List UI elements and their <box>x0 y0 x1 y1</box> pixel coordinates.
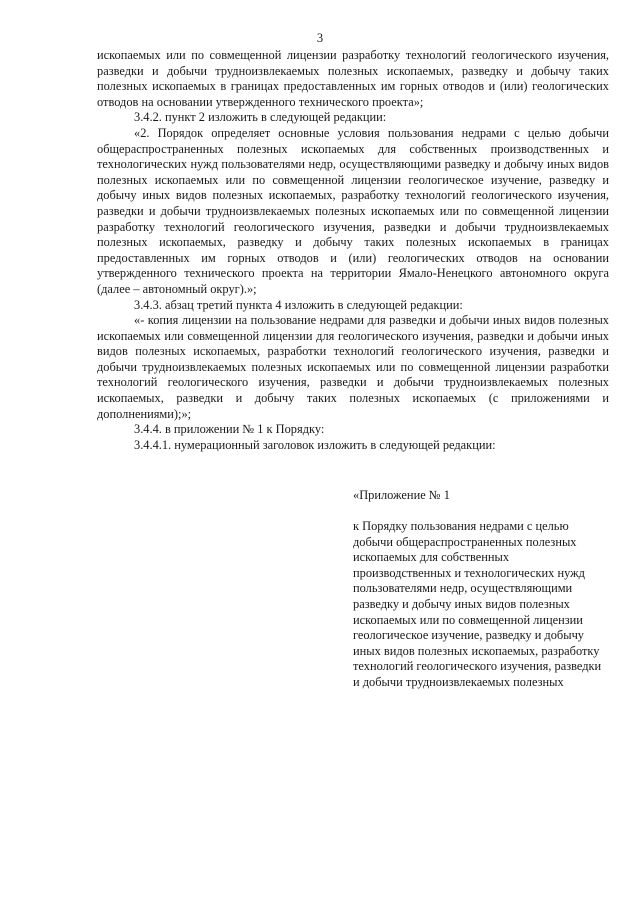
page-number: 3 <box>316 31 324 45</box>
paragraph-item-3-4-4: 3.4.4. в приложении № 1 к Порядку: <box>134 422 325 437</box>
paragraph-license-copy: «- копия лицензии на пользование недрами для разведки и добычи иных видов полезных ископаемых или совмещенной лицензии для геологического изучения, разведки и добычи иных видов полезных ископаемых, разработки технологий геологического изучения, разведки и добычи трудноизвлекаемых полезных ископаемых или по совмещенной лицензии разработки технологий геологического изучения, разведки и добычи трудноизвлекаемых полезных ископаемых, разведки и добычу таких полезных ископаемых (с приложениями и дополнениями);»; <box>97 313 609 421</box>
appendix-title: «Приложение № 1 <box>353 488 450 502</box>
paragraph-continuation: ископаемых или по совмещенной лицензии разработку технологий геологического изучения, разведки и добычи трудноизвлекаемых полезных ископаемых, разведку и добычу таких полезных ископаемых в границах предоставленных им горных отводов и (или) геологических отводов на основании утвержденного технического проекта»; <box>97 48 609 109</box>
paragraph-point-2: «2. Порядок определяет основные условия пользования недрами с целью добычи общераспространенных полезных ископаемых для собственных производственных и технологических нужд пользователями недр, осуществляющими разведку и добычу иных видов полезных ископаемых или по совмещенной лицензии геологическое изучение, разведку и добычу иных видов полезных ископаемых, разработку технологий геологического изучения, разведки и добычи трудноизвлекаемых полезных ископаемых или по совмещенной лицензии разработку технологий геологического изучения, разведки и добычи трудноизвлекаемых полезных ископаемых, разведку и добычу таких полезных ископаемых в границах предоставленных им горных отводов и (или) геологических отводов на основании утвержденного технического проекта на территории Ямало-Ненецкого автономного округа (далее – автономный округ).»; <box>97 125 609 296</box>
paragraph-item-3-4-4-1: 3.4.4.1. нумерационный заголовок изложить в следующей редакции: <box>134 437 496 452</box>
document-body <box>97 48 609 453</box>
appendix-heading-text: к Порядку пользования недрами с целью добычи общераспространенных полезных ископаемых для собственных производственных и технологических нужд пользователями недр, осуществляющими разведку и добычу иных видов полезных ископаемых или по совмещенной лицензии геологическое изучение, разведку и добычу иных видов полезных ископаемых, разработку технологий геологического изучения, разведки и добычи трудноизвлекаемых полезных <box>353 519 602 689</box>
paragraph-item-3-4-2: 3.4.2. пункт 2 изложить в следующей редакции: <box>134 110 387 125</box>
paragraph-item-3-4-3: 3.4.3. абзац третий пункта 4 изложить в следующей редакции: <box>134 297 463 312</box>
